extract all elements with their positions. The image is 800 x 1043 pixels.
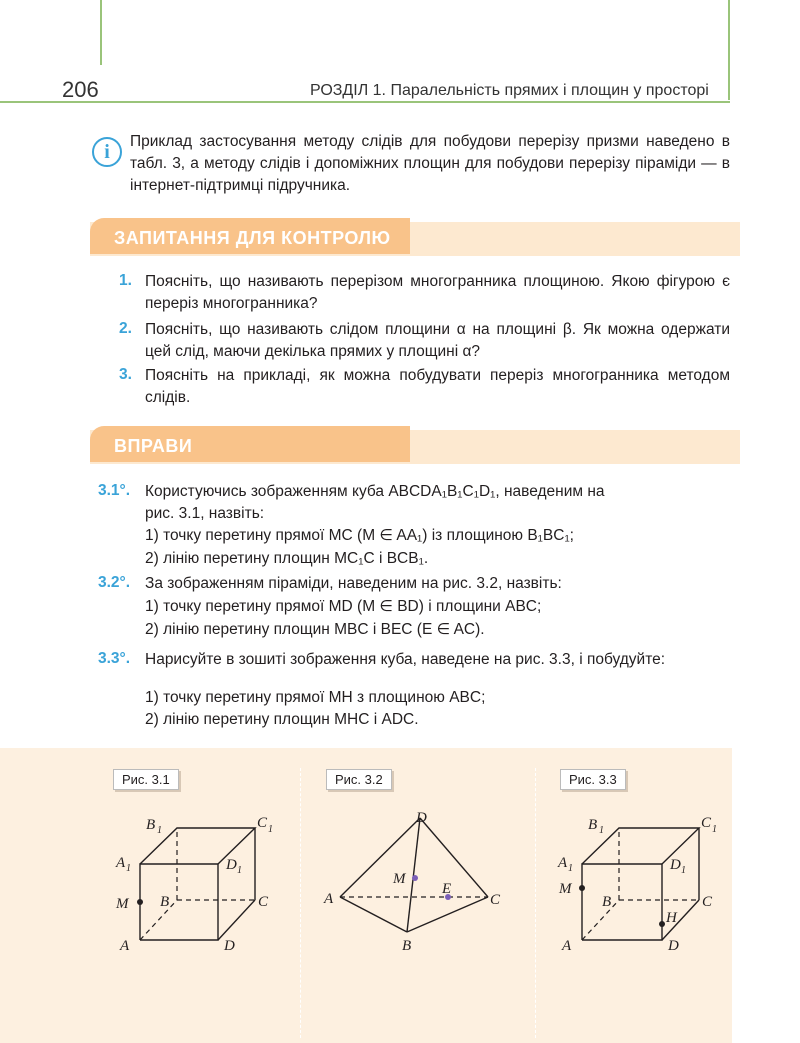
exercise-line: рис. 3.1, назвіть: bbox=[145, 505, 265, 522]
question-text: Поясніть, що називають перерізом многогранника площиною. Якою фігурою є переріз многогранника? bbox=[145, 273, 730, 312]
point-label: A bbox=[116, 855, 126, 871]
question-number: 3. bbox=[119, 366, 132, 383]
point-label: D bbox=[224, 938, 235, 954]
point-label: E bbox=[442, 881, 452, 897]
figure-divider bbox=[535, 768, 536, 1038]
point-label: A bbox=[562, 938, 572, 954]
point-label: A bbox=[120, 938, 130, 954]
question-text: Поясніть на прикладі, як можна побудувати переріз многогранника методом слідів. bbox=[145, 367, 730, 406]
point-label: M bbox=[559, 881, 572, 897]
svg-text:1: 1 bbox=[599, 825, 604, 836]
exercise-line: За зображенням піраміди, наведеним на рис. 3.2, назвіть: bbox=[145, 575, 562, 592]
header-vertical-line-left bbox=[100, 0, 102, 65]
figure-divider bbox=[300, 768, 301, 1038]
point-label: H bbox=[666, 910, 677, 926]
question-number: 2. bbox=[119, 320, 132, 337]
question-number: 1. bbox=[119, 272, 132, 289]
point-label: D bbox=[226, 857, 237, 873]
exercise-line: 1) точку перетину прямої MH з площиною ABC; bbox=[145, 689, 486, 706]
point-label: A bbox=[324, 891, 334, 907]
header-vertical-line-right bbox=[728, 0, 730, 100]
point-label: C bbox=[702, 894, 713, 910]
running-head: РОЗДІЛ 1. Паралельність прямих і площин у просторі bbox=[310, 82, 709, 99]
point-label: D bbox=[668, 938, 679, 954]
point-label: M bbox=[393, 871, 406, 887]
figure-label: Рис. 3.3 bbox=[560, 769, 626, 790]
point-label: B bbox=[160, 894, 170, 910]
figure-cube-3-3 bbox=[545, 800, 735, 960]
exercise-line: 2) лінію перетину площин MBC і BEC (E ∈ AC). bbox=[145, 621, 485, 638]
info-icon: i bbox=[92, 137, 122, 167]
point-label: B bbox=[146, 817, 156, 833]
header-rule bbox=[0, 101, 730, 103]
exercise-number: 3.1°. bbox=[98, 482, 131, 499]
point-label: M bbox=[116, 896, 129, 912]
figure-label: Рис. 3.1 bbox=[113, 769, 179, 790]
svg-text:1: 1 bbox=[157, 825, 162, 836]
svg-text:1: 1 bbox=[712, 824, 717, 835]
control-section-title: ЗАПИТАННЯ ДЛЯ КОНТРОЛЮ bbox=[114, 228, 391, 248]
point-label: A bbox=[558, 855, 568, 871]
figure-label: Рис. 3.2 bbox=[326, 769, 392, 790]
point-label: C bbox=[258, 894, 269, 910]
exercise-line: 2) лінію перетину площин MHC і ADC. bbox=[145, 711, 419, 728]
exercise-line: Користуючись зображенням куба ABCDA₁B₁C₁D₁, наведеним на bbox=[145, 483, 605, 500]
svg-text:1: 1 bbox=[268, 824, 273, 835]
point-label: C bbox=[257, 815, 268, 831]
exercise-line: 1) точку перетину прямої MD (M ∈ BD) і площини ABC; bbox=[145, 598, 542, 615]
point-label: B bbox=[602, 894, 612, 910]
point-label: C bbox=[701, 815, 712, 831]
exercise-line: 2) лінію перетину площин MC₁C і BCB₁. bbox=[145, 550, 429, 567]
point-label: B bbox=[402, 938, 412, 954]
point-label: D bbox=[670, 857, 681, 873]
svg-text:1: 1 bbox=[681, 865, 686, 876]
point-label: B bbox=[588, 817, 598, 833]
exercises-section-title: ВПРАВИ bbox=[114, 436, 193, 456]
exercise-line: 1) точку перетину прямої MC (M ∈ AA₁) із площиною B₁BC₁; bbox=[145, 527, 574, 544]
exercise-number: 3.2°. bbox=[98, 574, 131, 591]
svg-text:1: 1 bbox=[126, 863, 131, 874]
exercise-line: Нарисуйте в зошиті зображення куба, наведене на рис. 3.3, і побудуйте: bbox=[145, 651, 666, 668]
page-number: 206 bbox=[62, 77, 99, 102]
point-label: D bbox=[416, 810, 427, 826]
question-text: Поясніть, що називають слідом площини α на площині β. Як можна одержати цей слід, маючи декілька прямих у площині α? bbox=[145, 321, 730, 360]
exercise-number: 3.3°. bbox=[98, 650, 131, 667]
info-note-text: Приклад застосування методу слідів для побудови перерізу призми наведено в табл. 3, а методу слідів і допоміжних площин для побудови перерізу піраміди — в інтернет-підтримці підручника. bbox=[130, 133, 730, 194]
svg-text:1: 1 bbox=[568, 863, 573, 874]
point-label: C bbox=[490, 892, 501, 908]
svg-text:1: 1 bbox=[237, 865, 242, 876]
figure-cube-3-1 bbox=[100, 800, 290, 960]
figure-pyramid-3-2 bbox=[320, 800, 520, 960]
